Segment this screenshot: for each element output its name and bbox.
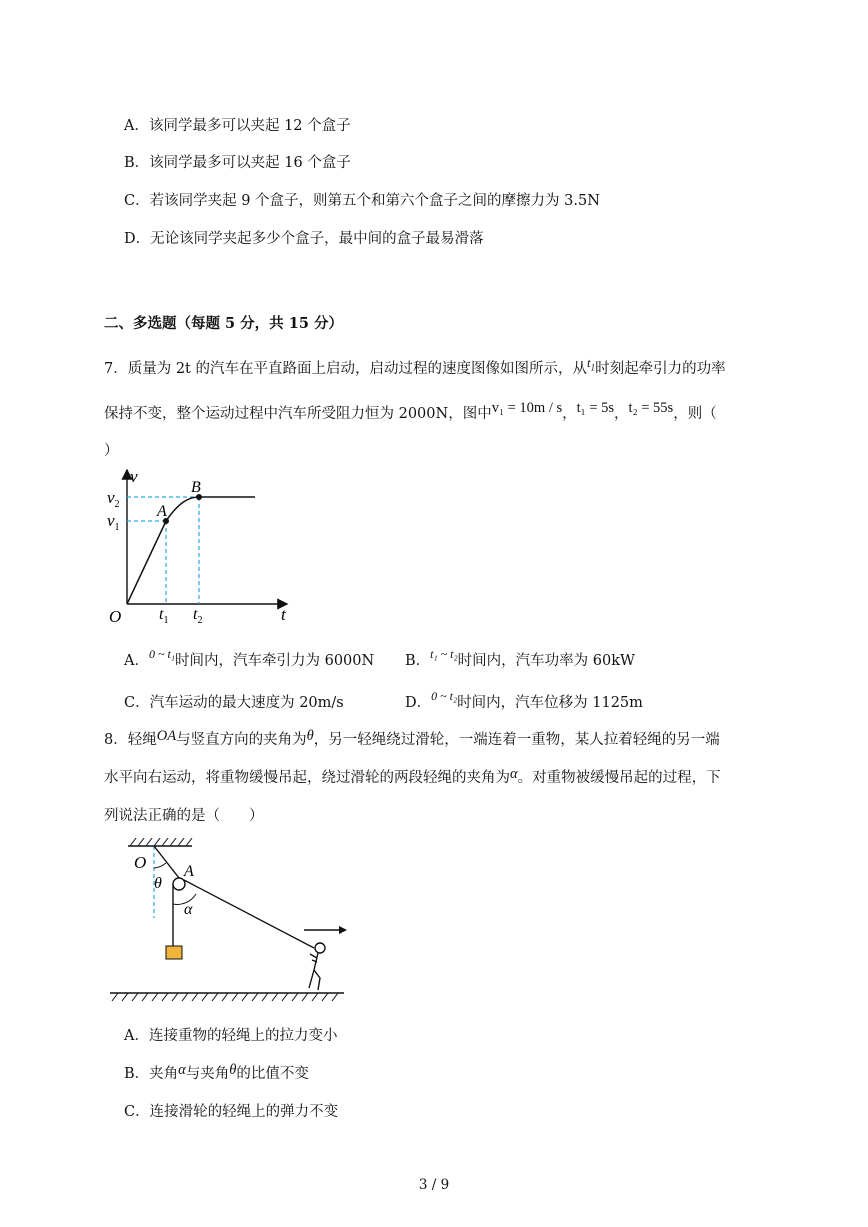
v1-letter: v: [107, 511, 115, 530]
q7-option-d-prefix: D．: [405, 695, 432, 711]
q7-option-b-range: t₁ ~ t₂: [430, 647, 458, 661]
page-number: 3 / 9: [418, 1177, 450, 1193]
v1-label: [107, 511, 120, 533]
q7-option-a-prefix: A．: [124, 653, 149, 669]
theta-arc: [154, 863, 166, 868]
q7-option-a-text: 时间内，汽车牵引力为 6000N: [174, 653, 375, 669]
v2-label: [107, 488, 120, 510]
q8-line-2: [104, 766, 721, 787]
q7-line-1: [104, 357, 726, 379]
q8-option-a: A．连接重物的轻绳上的拉力变小: [124, 1028, 338, 1044]
label-o: O: [134, 853, 147, 872]
weight-block: [166, 946, 182, 959]
q8-pulley-figure: [104, 838, 354, 1008]
q7-velocity-time-graph: [95, 462, 310, 627]
q8-oa-symbol: OA: [156, 728, 177, 744]
q8-line-1-c: ，另一轻绳绕过滑轮，一端连着一重物，某人拉着轻绳的另一端: [313, 732, 720, 748]
rope-to-person: [184, 880, 314, 948]
t1-letter: t: [159, 606, 164, 623]
ceiling-hatching: [130, 838, 192, 846]
label-theta: θ: [154, 875, 162, 892]
q7-option-d-text: 时间内，汽车位移为 1125m: [457, 695, 643, 711]
t2-label: [193, 606, 202, 626]
v1-sub: 1: [114, 522, 120, 533]
q8-line-2-a: 水平向右运动，将重物缓慢吊起，绕过滑轮的两段轻绳的夹角为: [104, 770, 510, 786]
x-axis-label: t: [281, 605, 286, 624]
q7-line-2-a: 保持不变，整个运动过程中汽车所受阻力恒为 2000N，图中: [104, 406, 492, 422]
ground-hatching: [112, 993, 338, 1001]
origin-label: O: [109, 607, 122, 626]
q8-line-1-b: 与竖直方向的夹角为: [176, 732, 307, 748]
t1-label: [159, 606, 168, 626]
t2-sub: 2: [197, 615, 203, 626]
q7-line-2-b: ，则（: [673, 406, 717, 422]
q6-option-c: C．若该同学夹起 9 个盒子，则第五个和第六个盒子之间的摩擦力为 3.5N: [124, 193, 600, 209]
point-b-label: B: [191, 479, 201, 496]
q7-t1-letter: t: [587, 355, 591, 370]
q8-line-1: [104, 728, 720, 749]
q8-option-b-b: 与夹角: [185, 1066, 230, 1082]
q7-option-a-range: 0 ~ t₁: [148, 647, 175, 661]
q7-t2-eq: t₂ = 55s: [628, 400, 674, 416]
q7-t1-sub: 1: [590, 362, 596, 373]
v2-sub: 2: [114, 499, 120, 510]
person-figure: [309, 943, 325, 990]
direction-arrow-head: [339, 926, 347, 934]
section-heading: 二、多选题（每题 5 分，共 15 分）: [104, 315, 343, 332]
q8-option-b: [124, 1062, 309, 1083]
label-alpha: α: [184, 901, 193, 918]
t1-sub: 1: [163, 615, 169, 626]
q7-option-c: C．汽车运动的最大速度为 20m/s: [124, 695, 344, 711]
q7-line-1-a: 7．质量为 2t 的汽车在平直路面上启动，启动过程的速度图像如图所示，从: [104, 361, 587, 377]
t2-letter: t: [193, 606, 198, 623]
q8-alpha-symbol: α: [510, 766, 518, 782]
q8-theta-symbol: θ: [306, 728, 314, 744]
q7-t1-symbol: [587, 355, 596, 373]
q7-line-3: ）: [104, 443, 119, 459]
q7-option-a: [124, 649, 374, 670]
q7-line-1-b: 时刻起牵引力的功率: [595, 361, 726, 377]
q8-option-b-alpha: α: [178, 1062, 186, 1078]
rope-oa: [154, 846, 179, 878]
q7-v1-eq: v₁ = 10m / s: [491, 400, 563, 416]
q7-option-b-prefix: B．: [405, 653, 431, 669]
q7-option-b-text: 时间内，汽车功率为 60kW: [457, 653, 635, 669]
velocity-curve: [127, 497, 255, 604]
q6-option-d: D．无论该同学夹起多少个盒子，最中间的盒子最易滑落: [124, 231, 484, 247]
v2-letter: v: [107, 488, 115, 507]
label-a: A: [184, 863, 194, 880]
q8-line-2-b: 。对重物被缓慢吊起的过程，下: [517, 770, 721, 786]
q8-option-b-a: B．夹角: [124, 1066, 179, 1082]
q8-line-3: 列说法正确的是（ ）: [104, 808, 264, 824]
q7-option-b: [405, 649, 635, 670]
q7-option-d: [405, 691, 643, 712]
point-a-label: A: [157, 503, 167, 520]
q7-comma-1: ，: [562, 406, 577, 422]
q7-t1-eq: t₁ = 5s: [576, 400, 615, 416]
q8-option-c: C．连接滑轮的轻绳上的弹力不变: [124, 1104, 339, 1120]
q7-line-2: [104, 402, 717, 423]
q8-option-b-theta: θ: [229, 1062, 237, 1078]
q6-option-a: A．该同学最多可以夹起 12 个盒子: [124, 118, 351, 134]
q6-option-b: B．该同学最多可以夹起 16 个盒子: [124, 155, 351, 171]
q7-option-d-range: 0 ~ t₂: [431, 689, 458, 703]
q8-line-1-a: 8．轻绳: [104, 732, 157, 748]
q8-option-b-c: 的比值不变: [236, 1066, 309, 1082]
q7-comma-2: ，: [614, 406, 629, 422]
y-axis-label: v: [130, 467, 138, 486]
